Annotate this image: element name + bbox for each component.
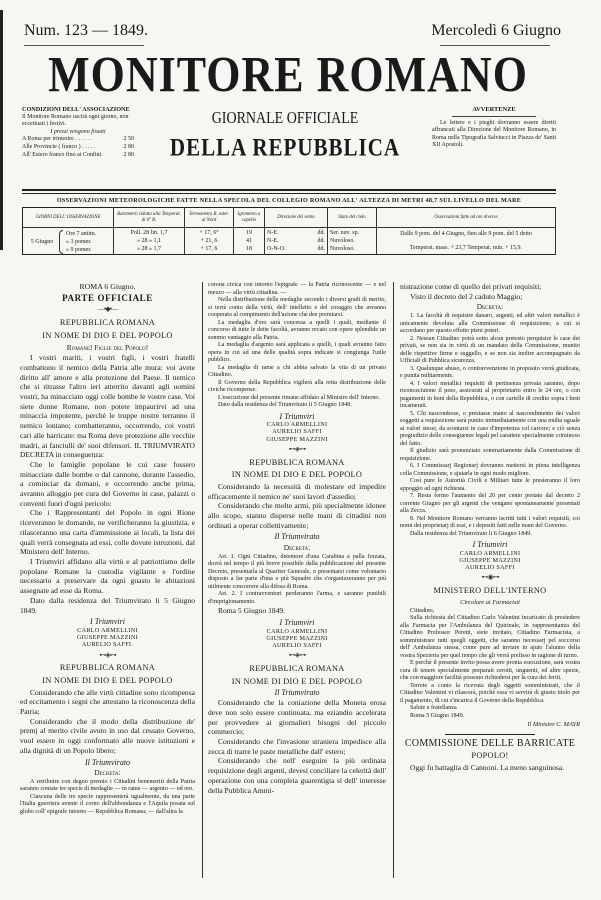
decree-heading: REPUBBLICA ROMANA [249, 664, 345, 674]
decree-heading: IN NOME DI DIO E DEL POPOLO [42, 330, 173, 340]
column-1 [20, 282, 195, 816]
signatory-name: GIUSEPPE MAZZINI [459, 557, 521, 565]
subscription-conditions [22, 106, 134, 159]
thermometer-value: + 17, 6 [200, 246, 218, 252]
price-value: 2 80 [123, 143, 134, 150]
decree-article: Ciascuna delle tre specie rappresenterà ugualmente, da una parte l'Italia guerriera avente il corno dell'abbondanza e l'Aquila posata sul globo coll' epigrafe intorno — Repubblica Romana; — dall'altra la [20, 793, 195, 815]
issue-number: Num. 123 — 1849. [24, 22, 148, 39]
subtitle-repubblica: DELLA REPUBBLICA [169, 132, 401, 162]
decree-article: Dato dalla residenza del Triumvirato li 5 Giugno 1849. [218, 402, 352, 408]
notices [432, 106, 556, 150]
temperature-extremes: Temperat. mass. + 23,7 Temperat. min. + 15,9. [409, 245, 523, 251]
page-edge [0, 10, 3, 250]
barometer-value: » 28 » 1,1 [137, 238, 161, 244]
decree-article: Salute e fratellanza [410, 705, 457, 712]
decree-heading: REPUBBLICA ROMANA [59, 663, 156, 673]
decree-heading: IN NOME DI DIO E DEL POPOLO [231, 470, 363, 480]
price-label: Alle Provincie ( franco ) . . . . . [22, 143, 96, 150]
col-header: Igrometro a capello [234, 208, 265, 228]
decree-article: Terrete a conto la ricevuta degli oggetti somministrati, che il Cittadino Valentini vi rilascerà, poichè essa vi servirà di giusto titolo per il pagamento, di cui s'incarica il Governo della Repubblica. [400, 682, 580, 704]
col-header: GIORNI DELL' OSSERVAZIONE [23, 208, 114, 228]
signature-heading: Il Triumvirato [274, 532, 320, 542]
brace [59, 230, 63, 254]
price-row [22, 136, 134, 144]
decree-article: 7. Resta fermo l'aumento del 20 per cento portato dal decreto 2 corrente Giugno per gli argenti che vengano spontaneamente presentati alla Zecca. [400, 493, 580, 515]
signature-heading: Il Triumvirato [274, 688, 320, 698]
signatory-name: GIUSEPPE MAZZINI [266, 634, 328, 642]
column-divider [202, 282, 203, 878]
hygrometer-value: 18 [246, 246, 252, 252]
signatory-name: AURELIO SAFFI [465, 564, 515, 572]
decree-article: E perchè il presente invito possa avere pronta esecuzione, sarà vostra cura di tenere specialmente preparati cerotti, unguenti, ed altre spezie, che con maggiore facilità possono richiedersi per la cura dei feriti. [400, 660, 580, 682]
col-header: Osservazioni fatte ad ore diverse [377, 208, 556, 228]
wind-direction: N-E. [267, 238, 279, 244]
paragraph: Considerando che l'invasione straniera impedisce alla zecca di trarre le paste metalliche dall' estero; [208, 736, 386, 756]
decree-article: 5. Chi nascondesse, o prestasse mano al nascondimento dei valori soggetti a requisizione sarà punito immediatamente con una multa uguale ai valori stessi, da scontarsi in caso d'impotenza col carcere; e ciò senza pregiudizio delle conseguenze legali pel carattere specialmente criminoso del fatto. [400, 410, 580, 447]
price-label: A Roma per trimestre . . . . . . [22, 136, 92, 143]
article-columns [20, 282, 580, 882]
wind-direction: N-E. [267, 230, 279, 236]
sky-state: Nuvoloso. [330, 238, 355, 244]
paragraph: Considerando che molte armi, più specialmente idonee allo scopo, stanno disperse nelle mani di cittadini non ordinati a operar collettivamente; [208, 501, 386, 530]
rule-divider [445, 734, 535, 735]
double-rule [22, 189, 556, 191]
signatories [20, 627, 195, 649]
decree-heading: POPOLO! [471, 751, 509, 761]
minister-signature: Il Ministro C. MAYR [527, 721, 580, 729]
price-label: All' Estero franco fino ai Confini. [22, 151, 103, 158]
signatory-name: AURELIO SAFFI [272, 428, 322, 436]
paragraph: nistrazione come di quello dei privati requisiti; [400, 282, 542, 291]
decree-article: La medaglia d'oro sarà concessa a quelli i quali, mediante il concorso di tutte le dette facoltà, avranno recato con opere splendide un sommo vantaggio alla Patria. [208, 319, 386, 341]
signature-heading: Il Triumvirato [84, 757, 131, 767]
decree-article: 8. Nel Monitore Romano verranno iscritti tutti i valori requisiti, coi nomi dei proprietarj di essi, e i depositi fatti nelle mani del Governo. [400, 515, 580, 530]
signature-heading: I Triumviri [279, 618, 315, 628]
commission-heading: COMMISSIONE DELLE BARRICATE [404, 737, 576, 749]
ornament-divider: —•◆•— [97, 305, 118, 314]
conditions-intro: Il Monitore Romano uscirà ogni giorno, non eccettuati i festivi. [22, 113, 129, 128]
paragraph: Oggi fu battaglia di Cannoni. La meno sanguinosa. [410, 763, 565, 773]
subtitle-giornale: GIORNALE OFFICIALE [211, 110, 359, 128]
decree-article: La medaglia d'argento sarà applicata a quelli, i quali avranno fatto opera in cui ad una delle qualità sopra indicate si congiunga l'utile pubblico. [208, 342, 386, 363]
decree-article: Art. 2. I contravventori perderanno l'arma, e saranno punibili d'imprigionamento. [208, 591, 386, 605]
signatory-name: CARLO ARMELLINI [459, 549, 521, 557]
paragraph: Considerando che alle virtù cittadine sono ricompensa ed eccitamento i segni che attestano la riconoscenza della Patria; [20, 687, 195, 717]
thermometer-value: + 21, 6 [200, 238, 218, 244]
column-divider [393, 282, 394, 878]
small-caps-heading: Decreta: [94, 768, 121, 778]
col-header: Stato del cielo [328, 208, 377, 228]
paragraph: Roma 5 Giugno 1849. [218, 606, 286, 616]
signatories [400, 550, 580, 572]
dateline: ROMA 6 Giugno. [79, 282, 136, 291]
observation-day: 5 Giugno [30, 239, 54, 245]
paragraph: Considerando che il modo della distribuzione de' premj al merito civile avuto in uso dal cessato Governo, vuol essere in oggi conformato alle nuove istituzioni e alla dignità di un Popolo libero; [20, 716, 195, 755]
conditions-heading: CONDIZIONI DELL' ASSOCIAZIONE [22, 106, 130, 113]
decree-article: L'esecuzione del presente rimane affidato al Ministro dell' Interno. [218, 394, 380, 401]
newspaper-title: MONITORE ROMANO [48, 46, 528, 103]
decree-article: 6. I Commissarj Regionarj dovranno mettersi in piena intelligenza colla Commissione, e ajutarla in ogni modo migliore. [400, 463, 580, 477]
col-header: Termometro R. ester. al Nord [185, 208, 234, 228]
decree-article: Cittadino, [410, 607, 435, 614]
decree-article: Il Governo della Repubblica vigilerà alla retta distribuzione delle civiche ricompense. [208, 379, 386, 393]
decree-article: Sulla richiesta del Cittadino Carlo Valentini incaricato di presiedere alla Farmacia per l'Ambulanza del Quirinale, in rappresentanza del Cittadino Professor Peretti, siete invitato, Cittadino Farmacista, a somministrare tutti quegli oggetti, che saranno necessarj pel soccorso dell' Ambulanza stessa, come pure ad inviare in ajuto l'alunno della vostra Spezieria per quel tempo che gli verrà prefisso in ragione di turno. [400, 615, 580, 659]
notices-text: Le lettere e i pieghi dovranno essere diretti affrancati alla Direzione del Monitore Romano, in Roma nella Tipografia Salviucci in Piazza de' Santi XII Apostoli. [432, 119, 556, 149]
barometer-value: » 28 » 1,7 [137, 246, 161, 252]
price-row [22, 152, 134, 160]
ornament-divider: ⊷◈⊶ [99, 650, 116, 659]
observation-time: » 3 pomer. [66, 239, 92, 245]
wind-strength: dd. [317, 246, 325, 252]
decree-heading: IN NOME DI DIO E DEL POPOLO [42, 675, 173, 685]
col-header: Direzione del vento [265, 208, 328, 228]
price-value: 2 50 [123, 136, 134, 143]
decree-heading: MINISTERO DELL'INTERNO [433, 586, 547, 596]
price-row [22, 144, 134, 152]
decree-article: corona civica con intorno l'epigrafe — la Patria riconoscente — e nel mezzo — alla virtù cittadina. — [208, 282, 386, 296]
signatory-name: AURELIO SAFFI [272, 642, 322, 650]
ornament-divider: ⊷◈⊶ [288, 444, 306, 453]
price-value: 2 80 [123, 151, 134, 158]
wind-direction: O-N-O. [267, 246, 286, 252]
notices-heading: AVVERTENZE [452, 106, 536, 117]
prices-heading: I prezzi vengono fissati [50, 128, 106, 135]
paragraph: Considerando la necessità di molestare ed impedire efficacemente il nemico ne' suoi lavori d'assedio; [208, 481, 386, 501]
decree-article: 2. Nessun Cittadino potrà sotto alcun pretesto perquisire le case dei privati, se non sia in virtù di un mandato della Commissione, munito delle rispettive firme e suggello, e se non sia inoltre accompagnato da Ufficiali di Pubblica sicurezza. [400, 335, 580, 365]
decree-article: 1. La facoltà di requisire danaro, argenti, ed altri valori metallici è unicamente devoluta alla Commissione di requisizione, a cui si accordano per questo effetto pieni poteri. [400, 313, 580, 335]
decree-heading: REPUBBLICA ROMANA [59, 318, 156, 328]
paragraph: Considerando che la coniazione della Moneta erosa deve non solo essere continuata, ma eziandio accelerata per provvedere ai giornalieri bisogni del piccolo commercio; [208, 698, 386, 737]
decree-article: 4. I valori metallici requisiti di pertinenza privata saranno, dopo riconosciutone il peso, assicurati al proprietario entro le 24 ore, o con pagamenti in boni della Repubblica, o con cartelle di credito sopra i beni incamerati. [400, 380, 580, 410]
small-caps-heading: Decreta: [283, 543, 311, 553]
signatory-name: GIUSEPPE MAZZINI [266, 435, 328, 443]
signature-heading: I Triumviri [279, 411, 315, 421]
weather-row [23, 228, 556, 255]
paragraph: Che le famiglie popolane le cui case fossero minacciate dalle bombe o dal cannone, durante l'assedio, a cominciar da domani, e occorrendo anche prima, avranno alloggio per cura del Governo in case, palazzi o conventi fuori d'ogni pericolo: [20, 459, 195, 508]
decree-heading: REPUBBLICA ROMANA [249, 457, 345, 467]
signatory-name: GIUSEPPE MAZZINI [76, 634, 139, 642]
observation-time: » 9 pomer. [66, 247, 92, 253]
observation-period: Dalle 9 pom. del 4 Giugno, fino alle 9 pom. del 5 detto [400, 231, 532, 237]
decree-article: Art. 1. Ogni Cittadino, detentore d'una Carabina a palla forzata, dovrà nel tempo il più breve possibile dalla pubblicazione del presente Decreto, presentarla al Quartier Generale, o presentarsi come volontario disposto a far parte d'una o più Squadre che s'organizzeranno per più utilmente concorrere alla difesa di Roma. [208, 553, 386, 590]
column-3 [400, 282, 580, 773]
weather-table [22, 207, 556, 255]
sky-state: Ser. nuv. sp. [330, 230, 360, 236]
decree-article: La medaglia di rame a chi abbia salvato la vita di un privato Cittadino. [208, 364, 386, 378]
section-heading: PARTE OFFICIALE [62, 292, 153, 303]
weather-header-row [23, 208, 556, 228]
signatories [208, 628, 386, 650]
signature-heading: I Triumviri [90, 617, 125, 627]
decree-article: Roma 5 Giugno 1849. [410, 712, 465, 719]
decree-article: Il giudizio sarà pronunziato sommariamente dalla Commissione di requisizione. [400, 448, 580, 462]
issue-date: Mercoledì 6 Giugno [431, 22, 561, 39]
observation-time: Ore 7 antim. [66, 231, 97, 237]
circular-subtitle: Circolare ai Farmacisti [460, 598, 520, 606]
paragraph: I vostri mariti, i vostri figli, i vostri fratelli combattono il nemico della Patria alle mura: voi avete diritto all' amore e alla protezione del Paese. Il nemico che si ritrasse l'altro ieri atterrito davanti agli uomini vostri, ha minacciato oggi colle bombe le vostre case. Voi siete donne Romane, non potete impaurirvi ad una minaccia impotente, perchè le truppe nostre terranno il nemico lontano; combatteranno, occorrendo, coi vostri cari alle barricate: ma Roma deve protezione alle vecchie madri, ai fanciulli de' suoi difensori. IL TRIUMVIRATO DECRETA in conseguenza: [20, 353, 195, 460]
decree-article: Nella distribuzione delle medaglie secondo i diversi gradi di merito, si terrà conto della virtù, dell' intelletto e del coraggio che avranno cooperato al compimento dell'azione che dee premiarsi. [208, 297, 386, 318]
hygrometer-value: 41 [246, 238, 252, 244]
wind-strength: dd. [317, 238, 325, 244]
barometer-value: Poll. 28 lin. 1,7 [130, 230, 168, 236]
paragraph: Che i Rappresentanti del Popolo in ogni Rione riceveranno le domande, ne verificheranno la giustizia, e rilasceranno una carta d'ammissione ai locali, la lista dei quali verrà consegnata ad essi, colle dovute istruzioni, dal Ministero dell' Interno. [20, 508, 195, 557]
thermometer-value: + 17, 6° [199, 230, 219, 236]
sky-state: Nuvoloso. [330, 246, 355, 252]
small-caps-heading: Decreta: [476, 302, 504, 312]
paragraph: Visto il decreto del 2 caduto Maggio; [410, 291, 523, 301]
signatory-name: CARLO ARMELLINI [266, 627, 328, 635]
signature-heading: I Triumviri [472, 540, 508, 550]
weather-title: OSSERVAZIONI METEOROLOGICHE FATTE NELLA SPECOLA DEL COLLEGIO ROMANO ALL' ALTEZZA DI METRI 48,7 SUL LIVELLO DEL MARE [56, 197, 522, 204]
col-header: Barometro ridotto alla Temperat. di 0° R. [114, 208, 185, 228]
paragraph: I Triumviri affidano alla virtù e al patriottismo delle popolane Romane la custodia vigilante e l'ordine necessario a preservare da ogni guasto le abitazioni assegnate ad esse da Roma. [20, 556, 195, 596]
small-caps-heading: Romane! Figlie del Popolo! [66, 342, 149, 352]
decree-article: Così pure le Autorità Civili e Militari tutte le presteranno il loro appoggio ad ogni richiesta. [400, 478, 580, 492]
paragraph: Considerando che nell' eseguire la più ordinata requisizione degli argenti, devesi conciliare la celerità dell' operazione con una completa guarentigia sì dell' interesse della Pubblica Ammi- [208, 756, 386, 795]
decree-article: Dalla residenza del Triumvirato li 6 Giugno 1849. [410, 530, 532, 537]
signatory-name: AURELIO SAFFI. [81, 641, 134, 649]
column-2 [208, 282, 386, 795]
wind-strength: dd. [317, 230, 325, 236]
decree-article: 3. Qualunque abuso, o contravvenzione in proposito verrà giudicata, e punita militarmente. [400, 365, 580, 380]
hygrometer-value: 19 [246, 230, 252, 236]
signatory-name: CARLO ARMELLINI [77, 626, 138, 634]
ornament-divider: ⊷◉⊶ [481, 573, 499, 582]
paragraph: Dato dalla residenza del Triumvirato li 5 Giugno 1849. [20, 595, 195, 615]
decree-article: A retribuire con degno premio i Cittadini benemeriti della Patria saranno coniate tre specie di medaglie — in rame — argento — ed oro. [20, 778, 195, 793]
decree-heading: IN NOME DI DIO E DEL POPOLO [231, 676, 363, 686]
signatories [208, 421, 386, 443]
ornament-divider: ⊷◈⊶ [288, 651, 306, 660]
double-rule [22, 193, 556, 194]
signatory-name: CARLO ARMELLINI [266, 421, 328, 429]
